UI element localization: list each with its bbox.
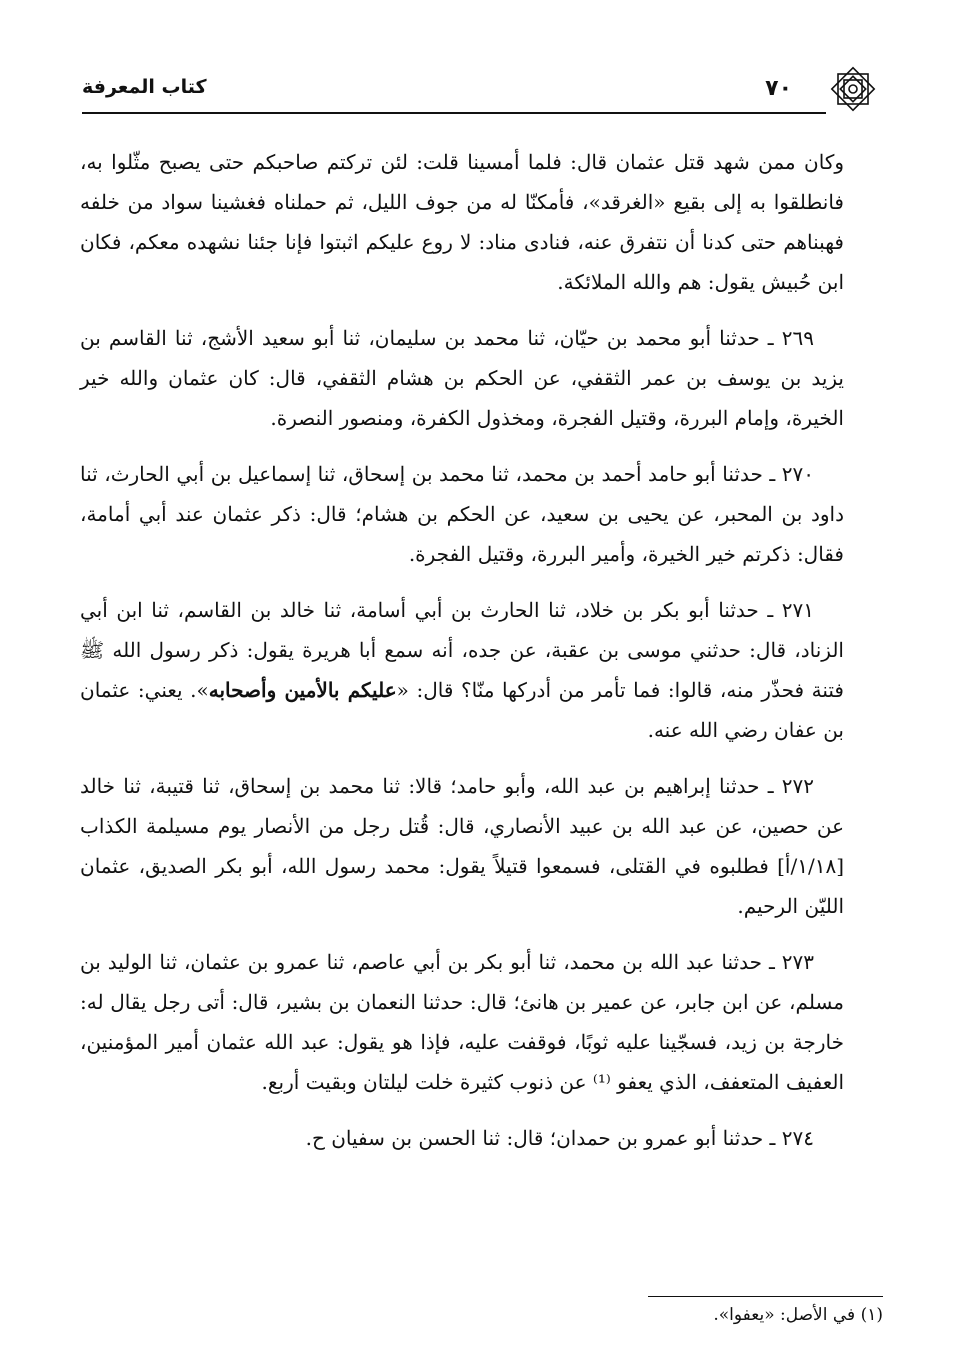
hadith-273: ٢٧٣ ـ حدثنا عبد الله بن محمد، ثنا أبو بكر بن أبي عاصم، ثنا عمرو بن عثمان، ثنا الوليد بن مسلم، عن ابن جابر، عن عمير بن هانئ؛ قال: حدثنا النعمان بن بشير، قال: أتى رجل يقال له: خارجة بن زيد، فسجّينا عليه ثوبًا، فوقفت عليه، فإذا هو يقول: عبد الله عثمان أمير المؤمنين، العفيف المتعفف، الذي يعفو ⁽¹⁾ عن ذنوب كثيرة خلت ليلتان وبقيت أربع. xyxy=(80,950,844,1094)
book-title: كتاب المعرفة xyxy=(82,76,207,98)
hadith-272: ٢٧٢ ـ حدثنا إبراهيم بن عبد الله، وأبو حامد؛ قالا: ثنا محمد بن إسحاق، ثنا قتيبة، ثنا خالد عن حصين، عن عبد الله بن عبيد الأنصاري، قال: قُتل رجل من الأنصار يوم مسيلمة الكذاب [١/١٨/أ] فطلبوه في القتلى، فسمعوا قتيلاً يقول: محمد رسول الله، أبو بكر الصديق، عثمان الليّن الرحيم. xyxy=(80,774,844,918)
hadith-271-text: ٢٧١ ـ حدثنا أبو بكر بن خلاد، ثنا الحارث بن أبي أسامة، ثنا خالد بن القاسم، ثنا ابن أبي الزناد، قال: حدثني موسى بن عقبة، عن جده، أنه سمع أبا هريرة يقول: ذكر رسول الله ﷺ فتنة فحذّر منه، قالوا: فما تأمر من أدركها منّا؟ قال: « xyxy=(80,598,844,702)
page-header xyxy=(82,68,844,114)
paragraph-continuation: وكان ممن شهد قتل عثمان قال: فلما أمسينا قلت: لئن تركتم صاحبكم حتى يصبح مثّلوا به، فانطلقوا به إلى بقيع «الغرقد»، فأمكنّا له من جوف الليل، ثم حملناه فغشينا سواد من خلفه فهبناهم حتى كدنا أن نتفرق عنه، فنادى مناد: لا روع عليكم اثبتوا فإنا جئنا نشهده معكم، فكان ابن حُبيش يقول: هم والله الملائكة. xyxy=(80,150,844,294)
hadith-271-bold-phrase: عليكم بالأمين وأصحابه xyxy=(208,678,397,702)
hadith-271 xyxy=(80,590,844,750)
footnote: (١) في الأصل: «يعفوا». xyxy=(713,1305,883,1325)
hadith-269: ٢٦٩ ـ حدثنا أبو محمد بن حيّان، ثنا محمد بن سليمان، ثنا أبو سعيد الأشج، ثنا القاسم بن يزيد بن يوسف بن عمر الثقفي، عن الحكم بن هشام الثقفي، قال: كان عثمان والله خير الخيرة، وإمام البررة، وقتيل الفجرة، ومخذول الكفرة، ومنصور النصرة. xyxy=(80,326,844,430)
hadith-271-tail: ». يعني: عثمان بن عفان رضي الله عنه. xyxy=(80,678,844,742)
hadith-274: ٢٧٤ ـ حدثنا أبو عمرو بن حمدان؛ قال: ثنا الحسن بن سفيان ح. xyxy=(305,1126,814,1150)
page-number: ٧٠ xyxy=(765,76,792,101)
footnote-divider xyxy=(648,1296,883,1297)
main-text xyxy=(80,142,844,1174)
hadith-270: ٢٧٠ ـ حدثنا أبو حامد أحمد بن محمد، ثنا محمد بن إسحاق، ثنا إسماعيل بن أبي الحارث، ثنا داود بن المحبر، عن يحيى بن سعيد، عن الحكم بن هشام؛ قال: ذكر عثمان عند أبي أمامة، فقال: ذكرتم خير الخيرة، وأمير البررة، وقتيل الفجرة. xyxy=(80,462,844,566)
octagram-ornament-icon xyxy=(826,62,880,116)
